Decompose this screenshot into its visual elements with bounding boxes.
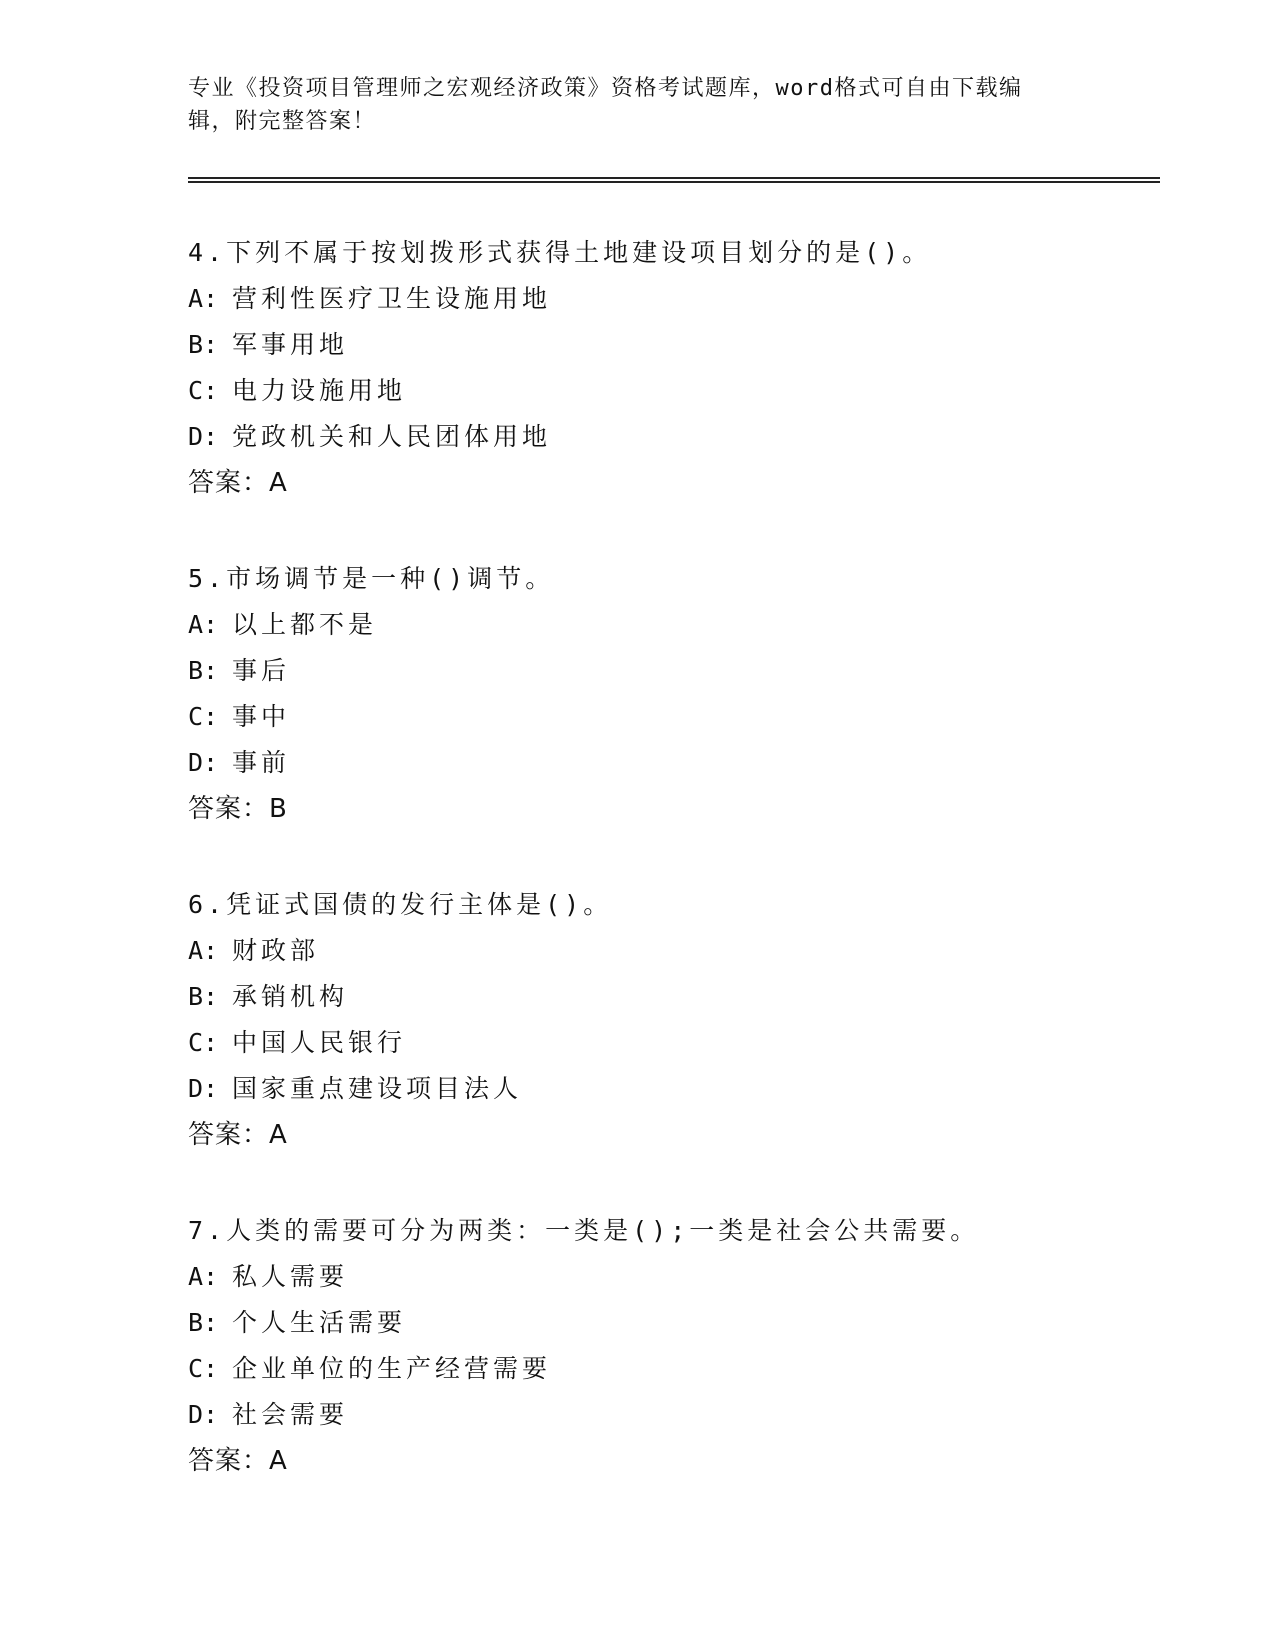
option-letter: B:: [188, 330, 219, 359]
answer: 答案：B: [188, 794, 288, 824]
option-text: 社会需要: [232, 1400, 349, 1429]
option-letter: B:: [188, 1308, 219, 1337]
option-b: [188, 648, 1188, 694]
option-text: 以上都不是: [232, 610, 378, 639]
option-letter: D:: [188, 748, 219, 777]
option-text: 国家重点建设项目法人: [232, 1074, 523, 1103]
option-c: [188, 1020, 1188, 1066]
option-c: [188, 368, 1188, 414]
option-b: [188, 322, 1188, 368]
option-a: [188, 928, 1188, 974]
option-letter: A:: [188, 936, 219, 965]
option-text: 私人需要: [232, 1262, 349, 1291]
answer: 答案：A: [188, 1120, 288, 1150]
option-text: 军事用地: [232, 330, 349, 359]
header-line-2: 辑，附完整答案！: [188, 109, 377, 134]
header-divider: [188, 177, 1160, 183]
option-d: [188, 1392, 1188, 1438]
question-stem: 6.凭证式国债的发行主体是()。: [188, 890, 613, 919]
option-c: [188, 694, 1188, 740]
option-text: 财政部: [232, 936, 320, 965]
option-letter: C:: [188, 376, 219, 405]
question-block: [188, 882, 1188, 1158]
option-letter: D:: [188, 1400, 219, 1429]
option-text: 营利性医疗卫生设施用地: [232, 284, 552, 313]
option-text: 事前: [232, 748, 291, 777]
option-letter: D:: [188, 1074, 219, 1103]
option-letter: C:: [188, 1028, 219, 1057]
option-a: [188, 1254, 1188, 1300]
document-header: [188, 72, 1088, 138]
header-line-1: 专业《投资项目管理师之宏观经济政策》资格考试题库，word格式可自由下载编: [188, 76, 1023, 101]
option-text: 电力设施用地: [232, 376, 407, 405]
option-text: 承销机构: [232, 982, 349, 1011]
answer: 答案：A: [188, 468, 288, 498]
option-letter: B:: [188, 982, 219, 1011]
question-block: [188, 556, 1188, 832]
question-stem: 4.下列不属于按划拨形式获得土地建设项目划分的是()。: [188, 238, 932, 267]
question-stem: 7.人类的需要可分为两类：一类是();一类是社会公共需要。: [188, 1216, 980, 1245]
option-letter: A:: [188, 1262, 219, 1291]
question-stem: 5.市场调节是一种()调节。: [188, 564, 555, 593]
option-text: 个人生活需要: [232, 1308, 407, 1337]
option-d: [188, 1066, 1188, 1112]
option-d: [188, 740, 1188, 786]
option-letter: A:: [188, 610, 219, 639]
option-b: [188, 1300, 1188, 1346]
answer: 答案：A: [188, 1446, 288, 1476]
option-b: [188, 974, 1188, 1020]
option-text: 事后: [232, 656, 291, 685]
option-letter: A:: [188, 284, 219, 313]
option-c: [188, 1346, 1188, 1392]
question-block: [188, 1208, 1188, 1484]
option-a: [188, 602, 1188, 648]
option-text: 中国人民银行: [232, 1028, 407, 1057]
option-text: 党政机关和人民团体用地: [232, 422, 552, 451]
option-text: 企业单位的生产经营需要: [232, 1354, 552, 1383]
option-letter: D:: [188, 422, 219, 451]
option-d: [188, 414, 1188, 460]
option-a: [188, 276, 1188, 322]
question-block: [188, 230, 1188, 506]
option-letter: C:: [188, 702, 219, 731]
option-text: 事中: [232, 702, 291, 731]
option-letter: B:: [188, 656, 219, 685]
option-letter: C:: [188, 1354, 219, 1383]
